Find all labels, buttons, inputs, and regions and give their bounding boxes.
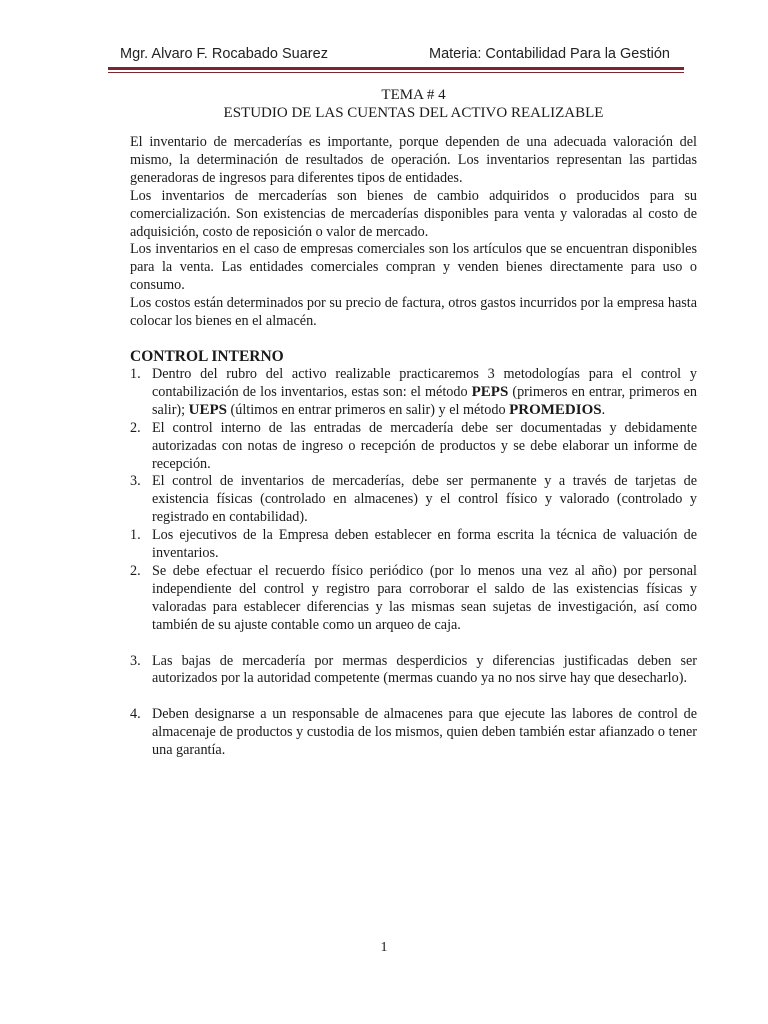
list-number: 2. — [130, 419, 141, 436]
intro-paragraph-2: Los inventarios de mercaderías son bienes de cambio adquiridos o producidos para su comercialización. Son existencias de mercaderías disponibles para venta y valoradas al costo de adquisición, costo de reposición o valor de mercado. — [130, 187, 697, 240]
list-item — [130, 706, 697, 760]
header-author: Mgr. Alvaro F. Rocabado Suarez — [120, 46, 328, 62]
list-number: 3. — [130, 473, 141, 490]
list-number: 3. — [130, 652, 141, 669]
document-title: ESTUDIO DE LAS CUENTAS DEL ACTIVO REALIZABLE — [223, 105, 604, 121]
header-rule-thin — [108, 72, 684, 73]
intro-paragraph-4: Los costos están determinados por su precio de factura, otros gastos incurridos por la empresa hasta colocar los bienes en el almacén. — [130, 295, 697, 330]
list-item — [130, 366, 697, 420]
list-item — [130, 473, 697, 527]
header-subject: Materia: Contabilidad Para la Gestión — [429, 46, 670, 62]
list-text: El control interno de las entradas de mercadería debe ser documentadas y debidamente autorizadas con notas de ingreso o recepción de productos y se debe elaborar un informe de recepción. — [152, 419, 697, 472]
list-number: 2. — [130, 562, 141, 579]
list-text-part: . — [601, 401, 606, 418]
list-text-part: (primeros en entrar, primeros en salir); — [152, 383, 697, 418]
page-number: 1 — [380, 940, 388, 955]
list-item — [130, 653, 697, 689]
section-heading-control-interno: CONTROL INTERNO — [130, 347, 284, 365]
list-number: 4. — [130, 706, 141, 723]
peps-term: PEPS — [471, 383, 509, 400]
header-rule-thick — [108, 67, 684, 70]
control-list — [130, 366, 697, 760]
list-text-part: Dentro del rubro del activo realizable practicaremos 3 metodologías para el control y contabilización de los inventarios, estas son: el método — [152, 365, 697, 400]
tema-number: TEMA # 4 — [381, 87, 446, 103]
document-body — [130, 86, 697, 760]
list-text: El control de inventarios de mercaderías, debe ser permanente y a través de tarjetas de existencia físicas (controlado en almacenes) y el control físico y valorado (controlado y registrado en contabilidad). — [152, 473, 697, 526]
list-text: Los ejecutivos de la Empresa deben establecer en forma escrita la técnica de valuación de inventarios. — [152, 527, 697, 562]
ueps-term: UEPS — [188, 401, 227, 418]
intro-paragraph-1: El inventario de mercaderías es importante, porque dependen de una adecuada valoración del mismo, la determinación de resultados de operación. Los inventarios representan las partidas generadoras de ingresos para diferentes tipos de entidades. — [130, 134, 697, 186]
list-text-part: (últimos en entrar primeros en salir) y el método — [226, 401, 510, 418]
list-number: 1. — [130, 527, 141, 544]
list-text — [152, 366, 697, 418]
page-header — [110, 44, 684, 66]
list-text: Deben designarse a un responsable de almacenes para que ejecute las labores de control de almacenaje de productos y custodia de los mismos, quien deben también estar afianzado o tener una garantía. — [152, 706, 697, 759]
list-item — [130, 563, 697, 635]
promedios-term: PROMEDIOS — [509, 401, 602, 418]
list-text: Se debe efectuar el recuerdo físico periódico (por lo menos una vez al año) por personal independiente del control y registro para corroborar el saldo de las existencias físicas y valoradas para establecer diferencias y las mismas sean sujetas de investigación, así como también de su ajuste contable como un arqueo de caja. — [152, 562, 697, 633]
list-item — [130, 527, 697, 563]
list-text: Las bajas de mercadería por mermas desperdicios y diferencias justificadas deben ser autorizados por la autoridad competente (mermas cuando ya no nos sirve hay que desecharlo). — [152, 652, 697, 687]
list-item — [130, 420, 697, 474]
intro-paragraph-3: Los inventarios en el caso de empresas comerciales son los artículos que se encuentran disponibles para la venta. Las entidades comerciales compran y venden bienes directamente para uso o consumo. — [130, 241, 697, 294]
list-number: 1. — [130, 365, 141, 382]
